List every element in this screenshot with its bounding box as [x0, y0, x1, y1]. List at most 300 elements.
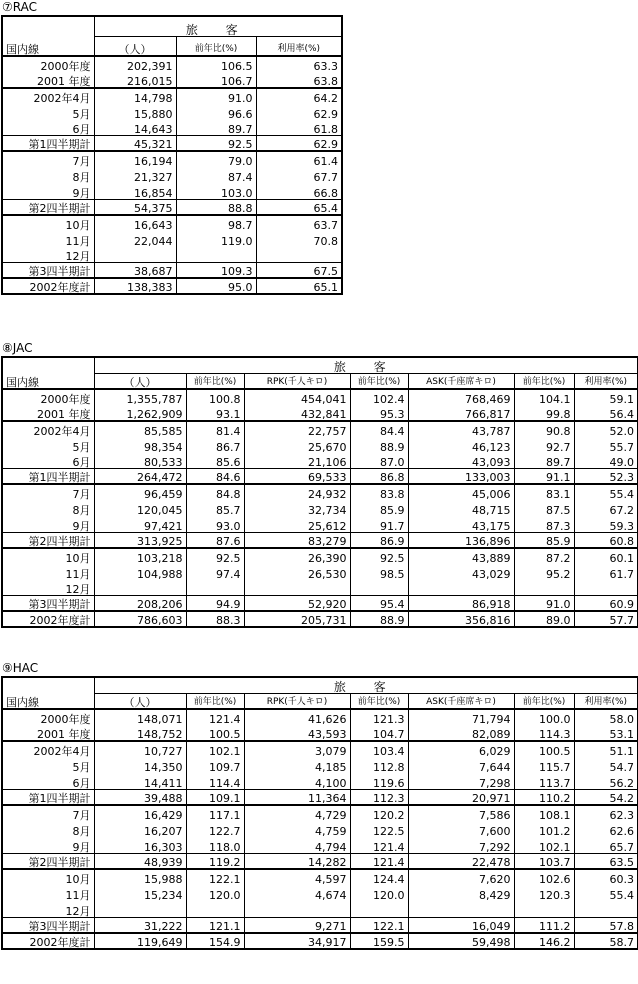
- table-row: [2, 453, 638, 469]
- data-cell: [514, 901, 574, 917]
- data-cell: 4,185: [244, 757, 350, 773]
- data-cell: 58.0: [574, 709, 638, 725]
- table-row: [2, 263, 342, 279]
- data-cell: 61.7: [574, 564, 638, 580]
- data-cell: 85.7: [186, 500, 244, 516]
- data-cell: 356,816: [408, 611, 514, 627]
- column-header: 前年比(%): [350, 373, 408, 389]
- data-cell: 52,920: [244, 596, 350, 612]
- row-label: 2000年度: [2, 56, 94, 72]
- table-row: [2, 468, 638, 484]
- data-cell: 208,206: [94, 596, 186, 612]
- data-cell: 4,674: [244, 885, 350, 901]
- data-cell: 103,218: [94, 548, 186, 564]
- data-cell: 92.5: [186, 548, 244, 564]
- data-cell: 133,003: [408, 468, 514, 484]
- data-cell: 14,411: [94, 773, 186, 789]
- data-cell: 98,354: [94, 437, 186, 453]
- data-cell: 86,918: [408, 596, 514, 612]
- data-cell: 45,006: [408, 484, 514, 500]
- data-cell: 117.1: [186, 805, 244, 821]
- data-cell: 82,089: [408, 725, 514, 741]
- row-label: 6月: [2, 120, 94, 136]
- data-cell: 7,600: [408, 821, 514, 837]
- table-row: [2, 183, 342, 199]
- data-cell: 65.7: [574, 837, 638, 853]
- data-cell: 54.2: [574, 789, 638, 805]
- table-row: [2, 917, 638, 933]
- data-cell: [176, 247, 256, 263]
- row-label: 2002年4月: [2, 741, 94, 757]
- row-label: 第1四半期計: [2, 135, 94, 151]
- data-cell: [94, 580, 186, 596]
- data-cell: 216,015: [94, 72, 176, 88]
- data-cell: 21,327: [94, 167, 176, 183]
- data-cell: 4,597: [244, 869, 350, 885]
- row-label: 9月: [2, 183, 94, 199]
- data-cell: 57.8: [574, 917, 638, 933]
- table-row: [2, 199, 342, 215]
- data-cell: 89.0: [514, 611, 574, 627]
- row-label: 8月: [2, 500, 94, 516]
- data-cell: 786,603: [94, 611, 186, 627]
- column-header: （人）: [94, 373, 186, 389]
- table-row: [2, 516, 638, 532]
- table-row: [2, 500, 638, 516]
- data-cell: 148,071: [94, 709, 186, 725]
- data-cell: 122.1: [350, 917, 408, 933]
- column-header: 利用率(%): [574, 693, 638, 709]
- data-cell: [574, 580, 638, 596]
- data-cell: 121.3: [350, 709, 408, 725]
- data-cell: 26,390: [244, 548, 350, 564]
- table-row: [2, 805, 638, 821]
- data-cell: 16,207: [94, 821, 186, 837]
- data-cell: 51.1: [574, 741, 638, 757]
- data-cell: [408, 580, 514, 596]
- data-cell: 67.5: [256, 263, 342, 279]
- data-cell: 7,292: [408, 837, 514, 853]
- data-cell: 87.2: [514, 548, 574, 564]
- data-cell: 43,175: [408, 516, 514, 532]
- data-cell: 102.1: [186, 741, 244, 757]
- data-cell: 94.9: [186, 596, 244, 612]
- data-cell: 20,971: [408, 789, 514, 805]
- table-row: [2, 135, 342, 151]
- data-cell: 121.4: [186, 709, 244, 725]
- table-row: [2, 437, 638, 453]
- row-label: 第1四半期計: [2, 468, 94, 484]
- data-cell: 54,375: [94, 199, 176, 215]
- data-cell: 120.0: [186, 885, 244, 901]
- row-label: 9月: [2, 837, 94, 853]
- data-cell: 121.4: [350, 853, 408, 869]
- data-cell: 103.4: [350, 741, 408, 757]
- jac-table: [1, 356, 638, 628]
- data-cell: 65.1: [256, 278, 342, 294]
- data-cell: 84.8: [186, 484, 244, 500]
- data-cell: 41,626: [244, 709, 350, 725]
- row-header-corner: 国内線: [2, 16, 94, 56]
- data-cell: 11,364: [244, 789, 350, 805]
- data-cell: 43,029: [408, 564, 514, 580]
- group-header: 旅 客: [94, 357, 638, 373]
- data-cell: 67.7: [256, 167, 342, 183]
- data-cell: 55.4: [574, 484, 638, 500]
- column-header: 前年比(%): [514, 693, 574, 709]
- row-label: 8月: [2, 167, 94, 183]
- data-cell: [350, 580, 408, 596]
- group-header: 旅 客: [94, 677, 638, 693]
- data-cell: 101.2: [514, 821, 574, 837]
- data-cell: 88.9: [350, 437, 408, 453]
- data-cell: 56.2: [574, 773, 638, 789]
- row-label: 12月: [2, 247, 94, 263]
- table-row: [2, 278, 342, 294]
- data-cell: 4,100: [244, 773, 350, 789]
- data-cell: 43,787: [408, 421, 514, 437]
- data-cell: [256, 247, 342, 263]
- data-cell: 113.7: [514, 773, 574, 789]
- data-cell: [514, 580, 574, 596]
- rac-section-title: ⑦RAC: [2, 0, 37, 14]
- data-cell: 87.3: [514, 516, 574, 532]
- column-header: ASK(千座席キロ): [408, 693, 514, 709]
- row-label: 6月: [2, 773, 94, 789]
- data-cell: 154.9: [186, 933, 244, 949]
- data-cell: 67.2: [574, 500, 638, 516]
- data-cell: 70.8: [256, 231, 342, 247]
- data-cell: 14,643: [94, 120, 176, 136]
- row-label: 5月: [2, 104, 94, 120]
- table-row: [2, 215, 342, 231]
- data-cell: 119.2: [186, 853, 244, 869]
- table-row: [2, 821, 638, 837]
- data-cell: 4,759: [244, 821, 350, 837]
- row-label: 10月: [2, 548, 94, 564]
- column-header: 前年比(%): [176, 36, 256, 56]
- table-row: [2, 757, 638, 773]
- row-label: 11月: [2, 231, 94, 247]
- data-cell: 22,478: [408, 853, 514, 869]
- data-cell: 95.4: [350, 596, 408, 612]
- row-label: 第3四半期計: [2, 917, 94, 933]
- data-cell: 79.0: [176, 151, 256, 167]
- row-label: 7月: [2, 151, 94, 167]
- row-label: 第2四半期計: [2, 199, 94, 215]
- data-cell: 103.7: [514, 853, 574, 869]
- data-cell: 60.3: [574, 869, 638, 885]
- table-row: [2, 741, 638, 757]
- data-cell: 454,041: [244, 389, 350, 405]
- data-cell: 90.8: [514, 421, 574, 437]
- data-cell: 62.6: [574, 821, 638, 837]
- data-cell: 91.0: [514, 596, 574, 612]
- data-cell: 124.4: [350, 869, 408, 885]
- data-cell: 97,421: [94, 516, 186, 532]
- data-cell: 106.7: [176, 72, 256, 88]
- data-cell: 61.8: [256, 120, 342, 136]
- data-cell: 92.5: [350, 548, 408, 564]
- column-header: 前年比(%): [186, 373, 244, 389]
- data-cell: 48,939: [94, 853, 186, 869]
- data-cell: 118.0: [186, 837, 244, 853]
- data-cell: 34,917: [244, 933, 350, 949]
- data-cell: 16,643: [94, 215, 176, 231]
- data-cell: 85.9: [350, 500, 408, 516]
- data-cell: 54.7: [574, 757, 638, 773]
- row-label: 2000年度: [2, 389, 94, 405]
- data-cell: 46,123: [408, 437, 514, 453]
- data-cell: 86.8: [350, 468, 408, 484]
- data-cell: 93.0: [186, 516, 244, 532]
- data-cell: [244, 580, 350, 596]
- table-row: [2, 564, 638, 580]
- data-cell: 15,234: [94, 885, 186, 901]
- row-label: 5月: [2, 757, 94, 773]
- row-label: 11月: [2, 564, 94, 580]
- data-cell: 16,194: [94, 151, 176, 167]
- data-cell: 7,586: [408, 805, 514, 821]
- data-cell: 4,729: [244, 805, 350, 821]
- data-cell: [244, 901, 350, 917]
- data-cell: 63.8: [256, 72, 342, 88]
- row-label: 2000年度: [2, 709, 94, 725]
- table-row: [2, 167, 342, 183]
- data-cell: 115.7: [514, 757, 574, 773]
- data-cell: 87.6: [186, 532, 244, 548]
- data-cell: 60.1: [574, 548, 638, 564]
- data-cell: 100.0: [514, 709, 574, 725]
- row-label: 第2四半期計: [2, 853, 94, 869]
- table-row: [2, 773, 638, 789]
- column-header: 前年比(%): [350, 693, 408, 709]
- table-row: [2, 88, 342, 104]
- data-cell: 114.3: [514, 725, 574, 741]
- data-cell: 22,044: [94, 231, 176, 247]
- data-cell: 59.1: [574, 389, 638, 405]
- table-row: [2, 104, 342, 120]
- data-cell: 106.5: [176, 56, 256, 72]
- data-cell: 60.8: [574, 532, 638, 548]
- data-cell: 136,896: [408, 532, 514, 548]
- data-cell: 10,727: [94, 741, 186, 757]
- row-label: 12月: [2, 580, 94, 596]
- data-cell: 43,093: [408, 453, 514, 469]
- row-label: 2002年度計: [2, 611, 94, 627]
- row-label: 2002年4月: [2, 88, 94, 104]
- data-cell: 95.0: [176, 278, 256, 294]
- column-header: 利用率(%): [256, 36, 342, 56]
- data-cell: 102.1: [514, 837, 574, 853]
- table-row: [2, 247, 342, 263]
- data-cell: 7,620: [408, 869, 514, 885]
- data-cell: 7,644: [408, 757, 514, 773]
- table-row: [2, 709, 638, 725]
- row-label: 9月: [2, 516, 94, 532]
- data-cell: 88.8: [176, 199, 256, 215]
- data-cell: 109.7: [186, 757, 244, 773]
- data-cell: 108.1: [514, 805, 574, 821]
- data-cell: 93.1: [186, 405, 244, 421]
- row-label: 第2四半期計: [2, 532, 94, 548]
- data-cell: 148,752: [94, 725, 186, 741]
- jac-section-title: ⑧JAC: [2, 341, 33, 355]
- data-cell: 52.0: [574, 421, 638, 437]
- data-cell: 7,298: [408, 773, 514, 789]
- data-cell: 61.4: [256, 151, 342, 167]
- data-cell: 120.0: [350, 885, 408, 901]
- data-cell: 24,932: [244, 484, 350, 500]
- data-cell: 98.5: [350, 564, 408, 580]
- data-cell: 205,731: [244, 611, 350, 627]
- data-cell: 16,303: [94, 837, 186, 853]
- column-header: RPK(千人キロ): [244, 373, 350, 389]
- data-cell: 119.0: [176, 231, 256, 247]
- data-cell: 56.4: [574, 405, 638, 421]
- data-cell: [350, 901, 408, 917]
- row-label: 5月: [2, 437, 94, 453]
- data-cell: 120.2: [350, 805, 408, 821]
- column-header: 前年比(%): [514, 373, 574, 389]
- row-label: 12月: [2, 901, 94, 917]
- data-cell: 92.7: [514, 437, 574, 453]
- row-label: 2002年4月: [2, 421, 94, 437]
- data-cell: 53.1: [574, 725, 638, 741]
- data-cell: 102.4: [350, 389, 408, 405]
- table-row: [2, 933, 638, 949]
- data-cell: 102.6: [514, 869, 574, 885]
- table-row: [2, 72, 342, 88]
- row-label: 7月: [2, 484, 94, 500]
- data-cell: 100.8: [186, 389, 244, 405]
- row-label: 10月: [2, 215, 94, 231]
- data-cell: 104.1: [514, 389, 574, 405]
- data-cell: 100.5: [186, 725, 244, 741]
- data-cell: 100.5: [514, 741, 574, 757]
- data-cell: 91.7: [350, 516, 408, 532]
- data-cell: 122.7: [186, 821, 244, 837]
- data-cell: 14,798: [94, 88, 176, 104]
- table-row: [2, 901, 638, 917]
- table-row: [2, 725, 638, 741]
- data-cell: 43,593: [244, 725, 350, 741]
- data-cell: 15,880: [94, 104, 176, 120]
- table-row: [2, 56, 342, 72]
- data-cell: [94, 901, 186, 917]
- data-cell: 114.4: [186, 773, 244, 789]
- data-cell: 98.7: [176, 215, 256, 231]
- data-cell: 120,045: [94, 500, 186, 516]
- rac-table: [1, 15, 343, 295]
- data-cell: 112.8: [350, 757, 408, 773]
- column-header: 利用率(%): [574, 373, 638, 389]
- data-cell: 38,687: [94, 263, 176, 279]
- data-cell: 146.2: [514, 933, 574, 949]
- data-cell: 16,049: [408, 917, 514, 933]
- data-cell: 112.3: [350, 789, 408, 805]
- data-cell: 43,889: [408, 548, 514, 564]
- table-row: [2, 596, 638, 612]
- data-cell: 202,391: [94, 56, 176, 72]
- data-cell: 83.8: [350, 484, 408, 500]
- data-cell: 109.3: [176, 263, 256, 279]
- table-row: [2, 231, 342, 247]
- data-cell: 88.9: [350, 611, 408, 627]
- data-cell: 69,533: [244, 468, 350, 484]
- data-cell: 84.4: [350, 421, 408, 437]
- data-cell: 15,988: [94, 869, 186, 885]
- data-cell: 121.4: [350, 837, 408, 853]
- data-cell: 39,488: [94, 789, 186, 805]
- data-cell: 91.1: [514, 468, 574, 484]
- data-cell: 26,530: [244, 564, 350, 580]
- data-cell: 55.7: [574, 437, 638, 453]
- row-label: 第3四半期計: [2, 596, 94, 612]
- data-cell: 83.1: [514, 484, 574, 500]
- row-label: 7月: [2, 805, 94, 821]
- row-label: 8月: [2, 821, 94, 837]
- row-label: 2001 年度: [2, 725, 94, 741]
- data-cell: 57.7: [574, 611, 638, 627]
- row-label: 10月: [2, 869, 94, 885]
- column-header: （人）: [94, 693, 186, 709]
- data-cell: 31,222: [94, 917, 186, 933]
- data-cell: 85.6: [186, 453, 244, 469]
- data-cell: 99.8: [514, 405, 574, 421]
- table-row: [2, 853, 638, 869]
- data-cell: 63.7: [256, 215, 342, 231]
- data-cell: 86.9: [350, 532, 408, 548]
- data-cell: [94, 247, 176, 263]
- column-header: RPK(千人キロ): [244, 693, 350, 709]
- data-cell: 62.9: [256, 135, 342, 151]
- data-cell: 14,282: [244, 853, 350, 869]
- row-label: 2002年度計: [2, 278, 94, 294]
- data-cell: 111.2: [514, 917, 574, 933]
- data-cell: 25,612: [244, 516, 350, 532]
- data-cell: 81.4: [186, 421, 244, 437]
- data-cell: 16,854: [94, 183, 176, 199]
- data-cell: 766,817: [408, 405, 514, 421]
- row-label: 第1四半期計: [2, 789, 94, 805]
- table-row: [2, 611, 638, 627]
- data-cell: 3,079: [244, 741, 350, 757]
- data-cell: [574, 901, 638, 917]
- hac-table: [1, 676, 638, 950]
- table-row: [2, 548, 638, 564]
- data-cell: 49.0: [574, 453, 638, 469]
- row-header-corner: 国内線: [2, 357, 94, 389]
- data-cell: 58.7: [574, 933, 638, 949]
- data-cell: 1,262,909: [94, 405, 186, 421]
- table-row: [2, 421, 638, 437]
- table-row: [2, 405, 638, 421]
- table-row: [2, 789, 638, 805]
- row-label: 2001 年度: [2, 72, 94, 88]
- data-cell: 96,459: [94, 484, 186, 500]
- data-cell: 71,794: [408, 709, 514, 725]
- data-cell: 48,715: [408, 500, 514, 516]
- data-cell: 59.3: [574, 516, 638, 532]
- column-header: ASK(千座席キロ): [408, 373, 514, 389]
- data-cell: 138,383: [94, 278, 176, 294]
- table-row: [2, 837, 638, 853]
- data-cell: 109.1: [186, 789, 244, 805]
- hac-section-title: ⑨HAC: [2, 661, 39, 675]
- data-cell: 80,533: [94, 453, 186, 469]
- row-label: 2001 年度: [2, 405, 94, 421]
